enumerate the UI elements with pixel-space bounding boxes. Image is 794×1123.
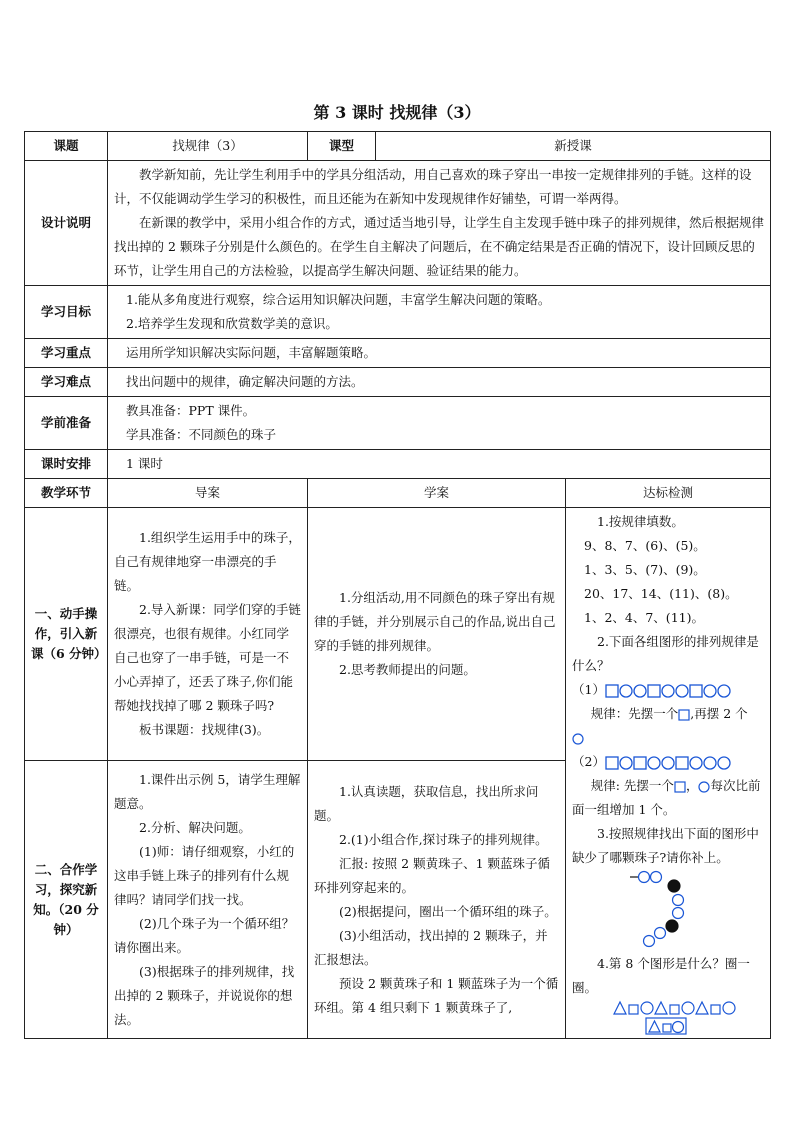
difficulty-value: 找出问题中的规律，确定解决问题的方法。 [126, 374, 364, 389]
check-column [566, 508, 771, 1039]
triangle-shape [614, 1002, 626, 1014]
bead-blue [666, 920, 678, 932]
square-icon [678, 709, 690, 721]
circle-shape [682, 1002, 694, 1014]
bead-yellow [651, 872, 662, 883]
circle-icon [572, 733, 584, 745]
section1-guide [108, 508, 308, 761]
study-paragraph: 预设 2 颗黄珠子和 1 颗蓝珠子为一个循环组。第 4 组只剩下 1 颗黄珠子了, [314, 975, 559, 1015]
header-study: 学案 [308, 479, 566, 508]
circle-shape [673, 1022, 684, 1033]
triangle-shape [655, 1002, 667, 1014]
small-square-shape [663, 1024, 671, 1032]
check-q2-1-rule [572, 702, 764, 750]
prep-teacher: 教具准备：PPT 课件。 [126, 403, 256, 418]
rule-text: 每次比前面一组增加 1 个。 [572, 778, 761, 817]
bead-yellow [673, 908, 684, 919]
study-paragraph: 2.(1)小组合作,探讨珠子的排列规律。 [339, 831, 548, 847]
key-value: 运用所学知识解决实际问题，丰富解题策略。 [126, 345, 377, 360]
guide-paragraph: 板书课题：找规律(3)。 [139, 722, 270, 738]
square-shape [634, 757, 646, 769]
section1-study [308, 508, 566, 761]
square-shape [606, 757, 618, 769]
goal-item: 1.能从多角度进行观察，综合运用知识解决问题，丰富学生解决问题的策略。 [126, 292, 551, 307]
bead-yellow [673, 895, 684, 906]
pattern-2-shapes [605, 755, 749, 771]
check-q1-line: 1、2、4、7、(11)。 [584, 610, 704, 625]
circle-shape [690, 757, 702, 769]
guide-paragraph: 2.导入新课：同学们穿的手链很漂亮，也很有规律。小红同学自己也穿了一串手链，可是一不小心弄掉了，还丢了珠子,你们能帮她找找掉了哪 2 颗珠子吗? [114, 602, 301, 714]
check-q3: 3.按照规律找出下面的图形中缺少了哪颗珠子?请你补上。 [572, 826, 759, 865]
guide-paragraph: (3)根据珠子的排列规律，找出掉的 2 颗珠子，并说说你的想法。 [114, 963, 295, 1027]
rule-text: 规律：先摆一个 [590, 706, 679, 721]
check-q1-line: 1、3、5、(7)、(9)。 [584, 562, 706, 577]
circle-shape [620, 685, 632, 697]
check-q2-2-rule [572, 774, 764, 822]
lesson-plan-table [24, 131, 771, 1039]
check-q2-1 [572, 678, 764, 702]
rule-text: 规律: 先摆一个 [590, 778, 674, 793]
circle-shape [704, 757, 716, 769]
prep-label: 学前准备 [25, 397, 108, 450]
section2-stage: 二、合作学习，探究新知。（20 分钟） [25, 761, 108, 1039]
circle-shape [648, 757, 660, 769]
study-paragraph: 1.分组活动,用不同颜色的珠子穿出有规律的手链，并分别展示自己的作品,说出自己穿的手链的排列规律。 [314, 590, 556, 654]
circle-shape [662, 757, 674, 769]
small-square-shape [629, 1005, 638, 1014]
guide-paragraph: 2.分析、解决问题。 [139, 819, 251, 835]
bead-chain-figure [622, 870, 742, 952]
bead-blue [668, 880, 680, 892]
goals-label: 学习目标 [25, 286, 108, 339]
study-paragraph: 2.思考教师提出的问题。 [339, 662, 476, 678]
type-label: 课型 [308, 132, 376, 161]
bead-yellow [655, 928, 666, 939]
design-paragraph: 在新课的教学中，采用小组合作的方式，通过适当地引导，让学生自主发现手链中珠子的排列规律，然后根据规律找出掉的 2 颗珠子分别是什么颜色的。在学生自主解决了问题后，在不确定结果是否正确的情况下，设计回顾反思的环节，让学生用自己的方法检验，以提高学生解决问题、验证结果的能力。 [114, 215, 765, 278]
circle-shape [620, 757, 632, 769]
section1-stage: 一、动手操作，引入新课（6 分钟） [25, 508, 108, 761]
triangle-shape [696, 1002, 708, 1014]
study-paragraph: (3)小组活动，找出掉的 2 颗珠子，并汇报想法。 [314, 927, 548, 967]
design-paragraph: 教学新知前，先让学生利用手中的学具分组活动，用自己喜欢的珠子穿出一串按一定规律排列的手链。这样的设计，不仅能调动学生学习的积极性，而且还能为在新知中发现规律作好铺垫，可谓一举两得。 [114, 167, 752, 206]
circle-shape [723, 1002, 735, 1014]
circle-shape [718, 685, 730, 697]
square-shape [676, 757, 688, 769]
rule-text: ,再摆 2 个 [690, 706, 748, 721]
check-q2: 2.下面各组图形的排列规律是什么？ [572, 634, 759, 673]
study-paragraph: 汇报: 按照 2 颗黄珠子、1 颗蓝珠子循环排列穿起来的。 [314, 855, 551, 895]
small-square-shape [670, 1005, 679, 1014]
square-shape [648, 685, 660, 697]
circle-shape [676, 685, 688, 697]
square-shape [690, 685, 702, 697]
key-label: 学习重点 [25, 339, 108, 368]
schedule-label: 课时安排 [25, 450, 108, 479]
goal-item: 2.培养学生发现和欣赏数学美的意识。 [126, 316, 338, 331]
guide-paragraph: (1)师：请仔细观察，小红的这串手链上珠子的排列有什么规律吗？请同学们找一找。 [114, 843, 295, 907]
q2-1-label: （1） [572, 682, 605, 697]
guide-paragraph: 1.组织学生运用手中的珠子，自己有规律地穿一串漂亮的手链。 [114, 530, 301, 594]
q2-2-label: （2） [572, 754, 605, 769]
schedule-value: 1 课时 [126, 456, 163, 471]
check-q1: 1.按规律填数。 [597, 514, 684, 529]
study-paragraph: 1.认真读题，获取信息，找出所求问题。 [314, 783, 539, 823]
header-stage: 教学环节 [25, 479, 108, 508]
triangle-shape [649, 1021, 660, 1032]
header-check: 达标检测 [566, 479, 771, 508]
small-square-shape [711, 1005, 720, 1014]
circle-shape [718, 757, 730, 769]
difficulty-label: 学习难点 [25, 368, 108, 397]
bead-yellow [639, 872, 650, 883]
topic-value: 找规律（3） [108, 132, 308, 161]
header-guide: 导案 [108, 479, 308, 508]
square-shape [606, 685, 618, 697]
guide-paragraph: 1.课件出示例 5，请学生理解题意。 [114, 771, 301, 811]
check-q1-line: 9、8、7、(6)、(5)。 [584, 538, 706, 553]
section2-study [308, 761, 566, 1039]
check-q1-line: 20、17、14、(11)、(8)。 [584, 586, 738, 601]
page-title: 第 3 课时 找规律（3） [313, 103, 481, 122]
circle-shape [662, 685, 674, 697]
topic-label: 课题 [25, 132, 108, 161]
check-q2-2 [572, 750, 764, 774]
design-text [108, 161, 771, 286]
rule-text: ， [685, 778, 699, 793]
check-q4: 4.第 8 个图形是什么？圈一圈。 [572, 956, 750, 995]
circle-shape [641, 1002, 653, 1014]
circle-icon [698, 781, 710, 793]
circle-shape [634, 685, 646, 697]
type-value: 新授课 [376, 132, 771, 161]
q4-shapes-figure [612, 1000, 750, 1036]
bead-yellow [644, 936, 655, 947]
study-paragraph: (2)根据提问，圈出一个循环组的珠子。 [339, 903, 557, 919]
design-label: 设计说明 [25, 161, 108, 286]
prep-student: 学具准备：不同颜色的珠子 [126, 427, 277, 442]
guide-paragraph: (2)几个珠子为一个循环组？请你圈出来。 [114, 915, 295, 955]
goals-text [108, 286, 771, 339]
pattern-1-shapes [605, 683, 743, 699]
circle-shape [704, 685, 716, 697]
section2-guide [108, 761, 308, 1039]
square-icon [674, 781, 686, 793]
